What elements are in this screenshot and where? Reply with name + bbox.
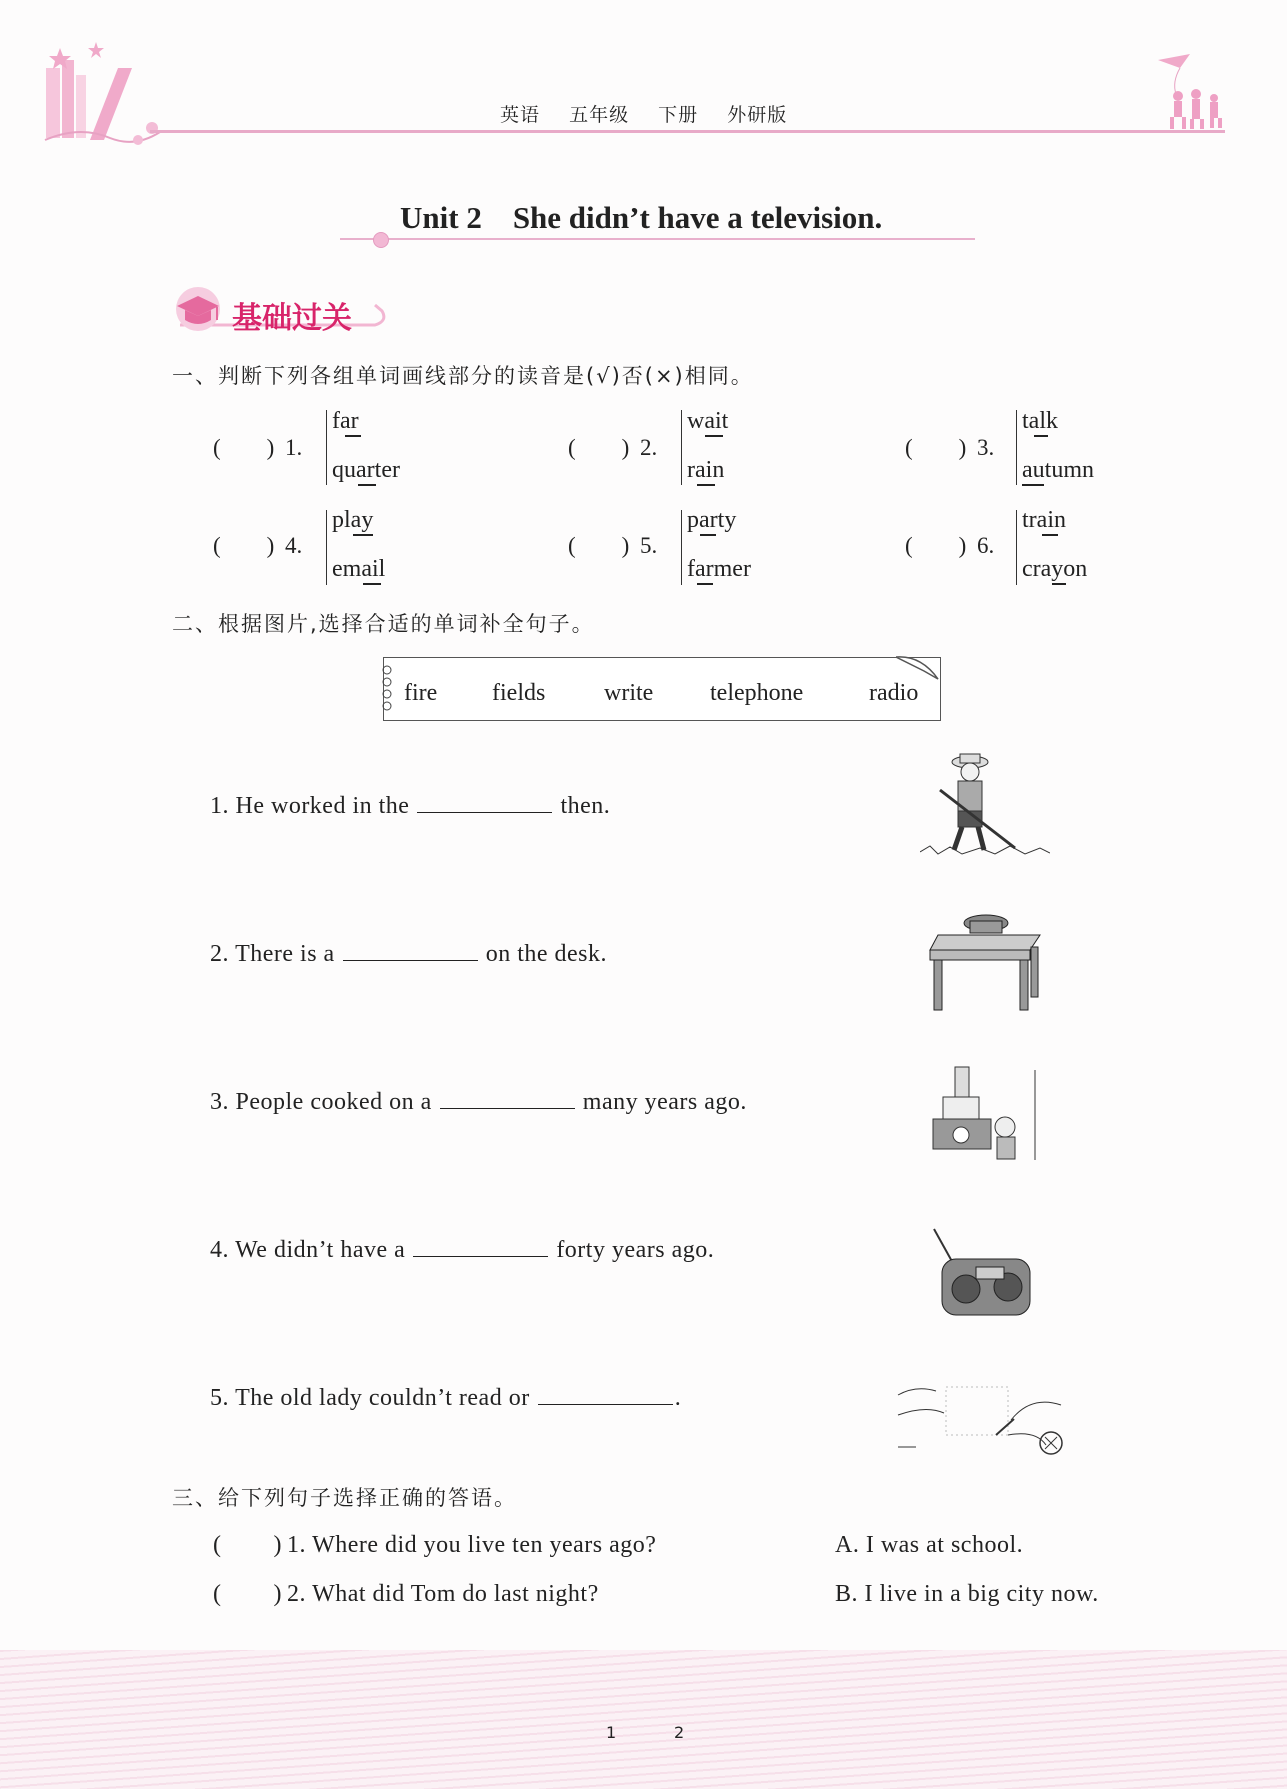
word-farmer: farmer: [687, 556, 751, 582]
page-number-left: 1: [606, 1723, 617, 1742]
part2-heading: 二、根据图片,选择合适的单词补全句子。: [172, 612, 595, 636]
item-number-6: 6.: [977, 533, 995, 558]
word-bank-write: write: [604, 680, 654, 706]
stove-fire-picture: [925, 1065, 1045, 1175]
sentence-2-after: on the desk.: [485, 941, 607, 967]
header-books-logo: [40, 40, 170, 150]
question-1: 1. Where did you live ten years ago?: [287, 1532, 657, 1558]
word-party: party: [687, 507, 737, 533]
blank-2[interactable]: [343, 959, 478, 961]
underline-mark: [697, 583, 713, 585]
title-underline: [340, 238, 975, 240]
bracket-1: [326, 410, 327, 485]
volume: 下册: [658, 104, 699, 126]
sentence-1: [210, 793, 610, 820]
underline-mark: [353, 534, 373, 536]
sentence-2-before: 2. There is a: [210, 941, 335, 967]
underline-mark: [358, 484, 376, 486]
bracket-4: [326, 510, 327, 585]
question-1-paren[interactable]: ( ): [213, 1532, 282, 1558]
spiral-binding-icon: [377, 662, 397, 718]
word-bank-fire: fire: [404, 680, 438, 706]
underline-mark: [363, 583, 381, 585]
header-rule: [150, 130, 1225, 133]
bracket-6: [1016, 510, 1017, 585]
sentence-4-after: forty years ago.: [556, 1237, 715, 1263]
part1-heading: 一、判断下列各组单词画线部分的读音是(√)否(×)相同。: [172, 364, 754, 388]
underline-mark: [1034, 435, 1048, 437]
blank-3[interactable]: [440, 1107, 575, 1109]
word-bank-telephone: telephone: [710, 680, 804, 706]
answer-paren-2[interactable]: ( ): [568, 435, 630, 460]
part3-heading: 三、给下列句子选择正确的答语。: [172, 1486, 517, 1510]
item-number-2: 2.: [640, 435, 658, 460]
underline-mark: [1052, 583, 1066, 585]
bracket-5: [681, 510, 682, 585]
sentence-1-before: 1. He worked in the: [210, 793, 410, 819]
underline-mark: [705, 435, 723, 437]
radio-picture: [928, 1225, 1038, 1325]
blank-4[interactable]: [413, 1255, 548, 1257]
underline-mark: [1042, 534, 1058, 536]
word-train: train: [1022, 507, 1066, 533]
question-2: 2. What did Tom do last night?: [287, 1581, 599, 1607]
unit-title: Unit 2 She didn’t have a television.: [400, 200, 883, 235]
blank-5[interactable]: [538, 1403, 673, 1405]
word-autumn: autumn: [1022, 457, 1094, 483]
sentence-3-before: 3. People cooked on a: [210, 1089, 432, 1115]
section-label: 基础过关: [232, 301, 352, 336]
answer-b: B. I live in a big city now.: [835, 1581, 1099, 1607]
sentence-1-after: then.: [560, 793, 611, 819]
grade: 五年级: [569, 104, 630, 126]
word-rain: rain: [687, 457, 725, 483]
sentence-3-after: many years ago.: [582, 1089, 747, 1115]
bracket-2: [681, 410, 682, 485]
answer-paren-4[interactable]: ( ): [213, 533, 275, 558]
word-quarter: quarter: [332, 457, 400, 483]
word-wait: wait: [687, 408, 729, 434]
word-far: far: [332, 408, 359, 434]
edition: 外研版: [727, 104, 788, 126]
sentence-4-before: 4. We didn’t have a: [210, 1237, 406, 1263]
item-number-1: 1.: [285, 435, 303, 460]
title-dot-ornament: [373, 232, 389, 248]
answer-a: A. I was at school.: [835, 1532, 1024, 1558]
underline-mark: [697, 484, 715, 486]
item-number-5: 5.: [640, 533, 658, 558]
sentence-5-after: .: [674, 1385, 682, 1411]
answer-paren-6[interactable]: ( ): [905, 533, 967, 558]
word-email: email: [332, 556, 386, 582]
writing-hand-picture: [896, 1365, 1066, 1460]
graduation-cap-icon: [175, 292, 221, 330]
folded-corner-icon: [896, 655, 941, 683]
underline-mark: [700, 534, 716, 536]
bracket-3: [1016, 410, 1017, 485]
book-info: [500, 100, 809, 127]
farmer-in-field-picture: [920, 750, 1050, 860]
sentence-3: [210, 1089, 747, 1116]
subject: 英语: [500, 104, 541, 126]
sentence-4: [210, 1237, 714, 1264]
answer-paren-1[interactable]: ( ): [213, 435, 275, 460]
word-bank: [383, 657, 941, 721]
sentence-2: [210, 941, 607, 968]
page-number-right: 2: [674, 1723, 685, 1742]
underline-mark: [1022, 484, 1044, 486]
sentence-5: [210, 1385, 681, 1412]
sentence-5-before: 5. The old lady couldn’t read or: [210, 1385, 530, 1411]
telephone-on-desk-picture: [928, 905, 1048, 1015]
answer-paren-5[interactable]: ( ): [568, 533, 630, 558]
word-talk: talk: [1022, 408, 1058, 434]
item-number-4: 4.: [285, 533, 303, 558]
word-bank-radio: radio: [869, 680, 919, 706]
blank-1[interactable]: [417, 811, 552, 813]
item-number-3: 3.: [977, 435, 995, 460]
word-play: play: [332, 507, 374, 533]
kids-kite-illustration: [1150, 52, 1230, 132]
footer-band: [0, 1650, 1287, 1789]
question-2-paren[interactable]: ( ): [213, 1581, 282, 1607]
underline-mark: [345, 435, 361, 437]
answer-paren-3[interactable]: ( ): [905, 435, 967, 460]
word-crayon: crayon: [1022, 556, 1088, 582]
word-bank-fields: fields: [492, 680, 546, 706]
